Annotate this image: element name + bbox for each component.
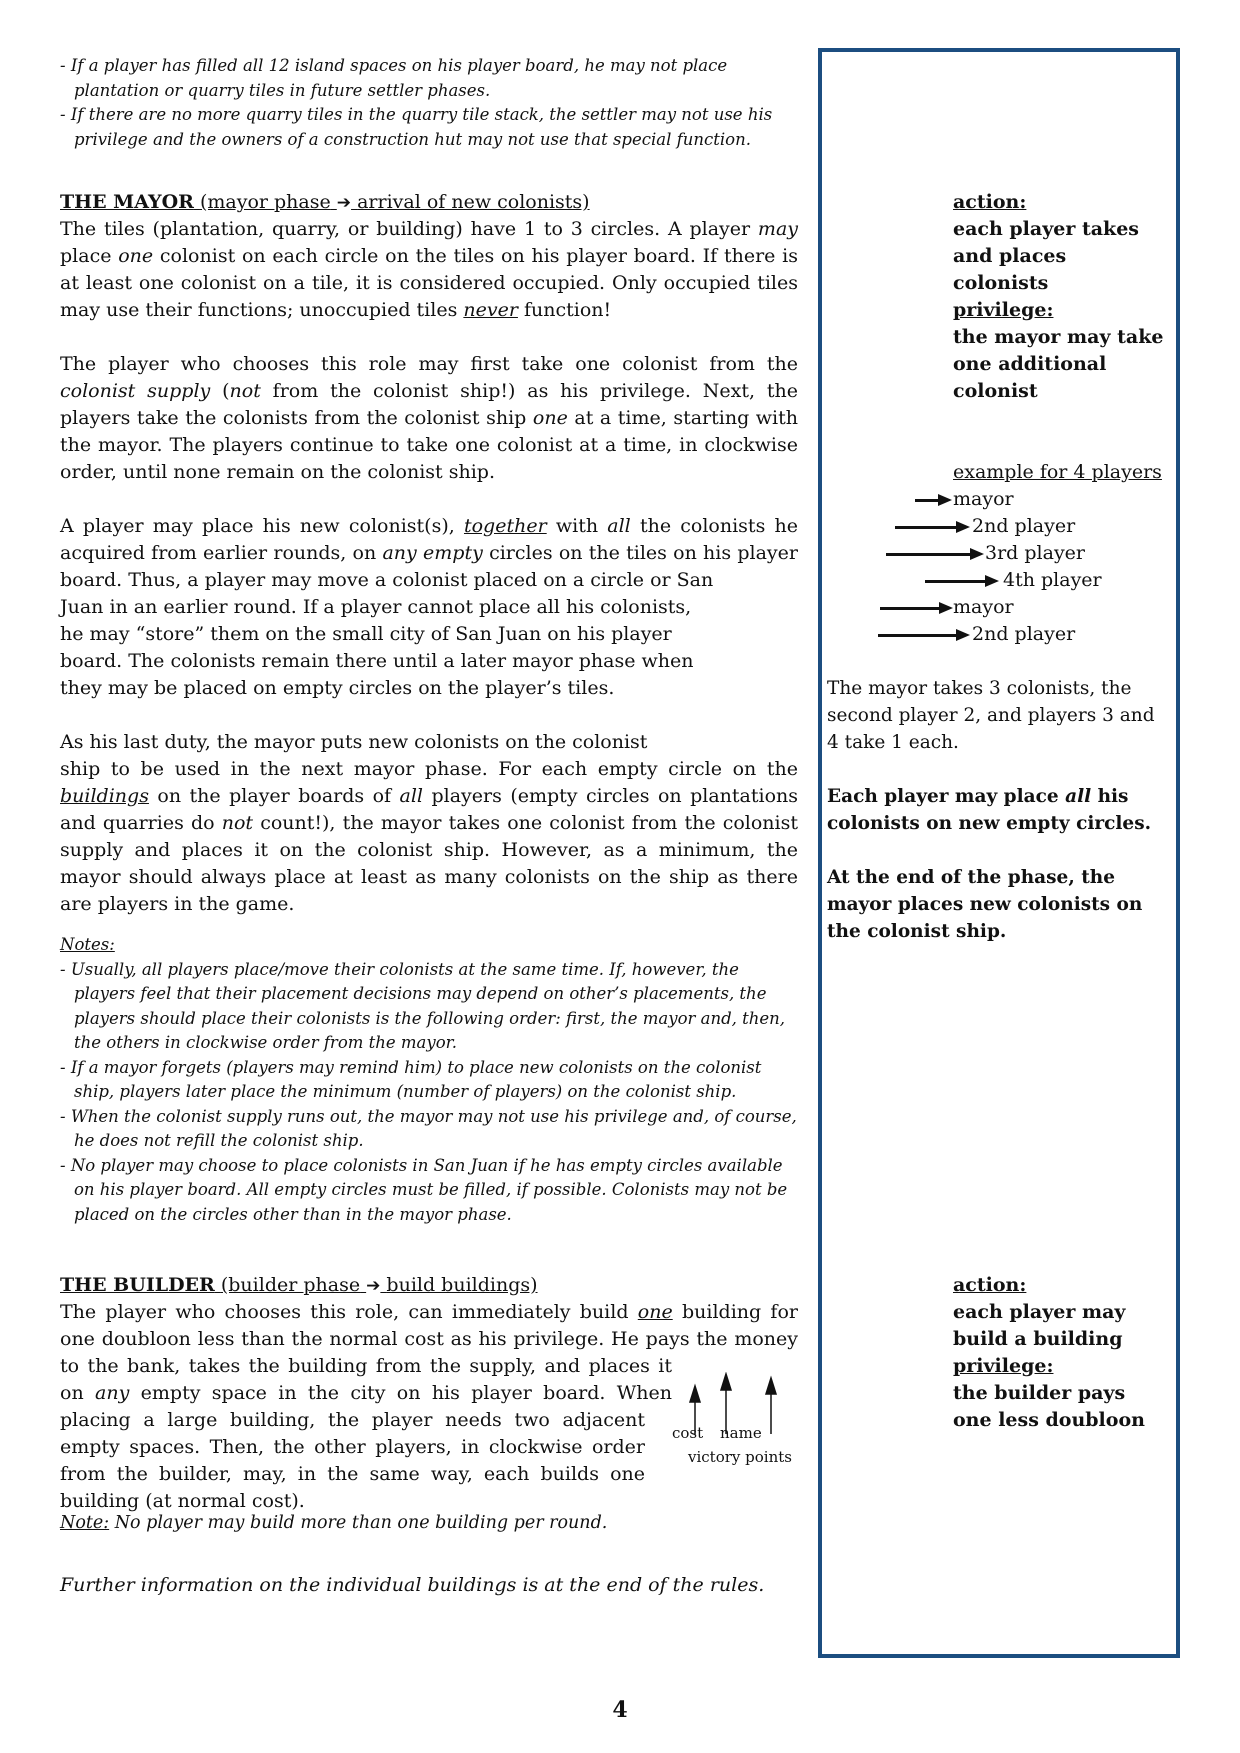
example-label: example for 4 players [953, 461, 1162, 483]
mayor-title: THE MAYOR [60, 191, 194, 213]
cost-label: cost [672, 1424, 704, 1442]
cost-arrow-head [690, 1386, 700, 1402]
mayor-note: - Usually, all players place/move their colonists at the same time. If, however, the players feel that their placement decisions may depend on other’s placements, the players should place their colonists is the following order: first, the mayor and, then, the others in clockwise order from the mayor. [60, 959, 786, 1052]
right-arrow-icon: ➔ [336, 193, 352, 213]
mayor-note: - When the colonist supply runs out, the mayor may not use his privilege and, of course, he does not refill the colonist ship. [60, 1106, 797, 1150]
mayor-subtitle-b: arrival of new colonists) [357, 191, 590, 213]
mayor-notes [60, 933, 798, 1227]
builder-title: THE BUILDER [60, 1274, 215, 1296]
builder-paragraph-narrow: to the bank, takes the building from the supply, and places it on any empty space in the city on his player board. When placing a large building, the player needs two adjacent empty spaces. Then, the other players, in clockwise order from the builder, may, in the same way, each builds one building (at normal cost). [60, 1355, 672, 1512]
intro-note: - If a player has filled all 12 island spaces on his player board, he may not place plantation or quarry tiles in future settler phases. [60, 56, 728, 100]
intro-notes [60, 54, 798, 152]
sidebar-bold-1: Each player may place all his colonists on new empty circles. [827, 786, 1152, 834]
mayor-paragraph-1: The tiles (plantation, quarry, or building) have 1 to 3 circles. A player may place one colonist on each circle on the tiles on his player board. If there is at least one colonist on a tile, it is considered occupied. Only occupied tiles may use their functions; unoccupied tiles never function! [60, 218, 798, 321]
mayor-paragraph-3-tail: Juan in an earlier round. If a player cannot place all his colonists, he may “store” them on the small city of San Juan on his player board. The colonists remain there until a later mayor phase when they may be placed on empty circles on the player’s tiles. [60, 596, 694, 699]
mayor-subtitle-a: (mayor phase [199, 191, 331, 213]
mayor-note: - If a mayor forgets (players may remind him) to place new colonists on the colonist ship, players later place the minimum (number of players) on the colonist ship. [60, 1057, 762, 1101]
mayor-note: - No player may choose to place colonists in San Juan if he has empty circles available on his player board. All empty circles must be filled, if possible. Colonists may not be placed on the circles other than in the mayor phase. [60, 1155, 788, 1224]
mayor-heading [60, 189, 798, 217]
page-number: 4 [612, 1697, 628, 1723]
intro-note: - If there are no more quarry tiles in the quarry tile stack, the settler may not use his privilege and the owners of a construction hut may not use that special function. [60, 105, 773, 149]
right-arrow-icon: ➔ [366, 1276, 381, 1296]
example-text: The mayor takes 3 colonists, the second player 2, and players 3 and 4 take 1 each. [827, 678, 1155, 753]
builder-paragraph: The player who chooses this role, can immediately build one building for one doubloon less than the normal cost as his privilege. He pays the money [60, 1301, 798, 1350]
builder-note: Note: No player may build more than one building per round. [60, 1513, 608, 1533]
sidebar-mayor: action: each player takes and places colonists privilege: the mayor may take one additional colonist [953, 191, 1164, 402]
mayor-paragraph-4: ship to be used in the next mayor phase. For each empty circle on the buildings on the player boards of all players (empty circles on plantations and quarries do not count!), the mayor takes one colonist from the colonist supply and places it on the colonist ship. However, as a minimum, the mayor should always place at least as many colonists on the ship as there are players in the game. [60, 758, 798, 915]
building-diagram [670, 1372, 810, 1472]
sidebar-bold-2: At the end of the phase, the mayor places new colonists on the colonist ship. [827, 867, 1143, 942]
mayor-paragraph-3: A player may place his new colonist(s), together with all the colonists he acquired from earlier rounds, on any empty circles on the tiles on his player board. Thus, a player may move a colonist placed on a circle or San [60, 515, 798, 591]
mayor-paragraph-4-line1: As his last duty, the mayor puts new colonists on the colonist [60, 731, 648, 753]
notes-label: Notes: [60, 935, 115, 954]
builder-heading [60, 1272, 798, 1300]
mayor-paragraph-2: The player who chooses this role may first take one colonist from the colonist supply (not from the colonist ship!) as his privilege. Next, the players take the colonists from the colonist ship one at a time, starting with the mayor. The players continue to take one colonist at a time, in clockwise order, until none remain on the colonist ship. [60, 353, 799, 483]
name-label: name [720, 1424, 762, 1442]
victory-points-label: victory points [688, 1448, 792, 1466]
builder-subtitle-a: (builder phase [220, 1274, 361, 1296]
further-info: Further information on the individual buildings is at the end of the rules. [60, 1574, 765, 1596]
sidebar-builder: action: each player may build a building privilege: the builder pays one less doubloon [953, 1274, 1145, 1431]
builder-subtitle-b: build buildings) [386, 1274, 538, 1296]
